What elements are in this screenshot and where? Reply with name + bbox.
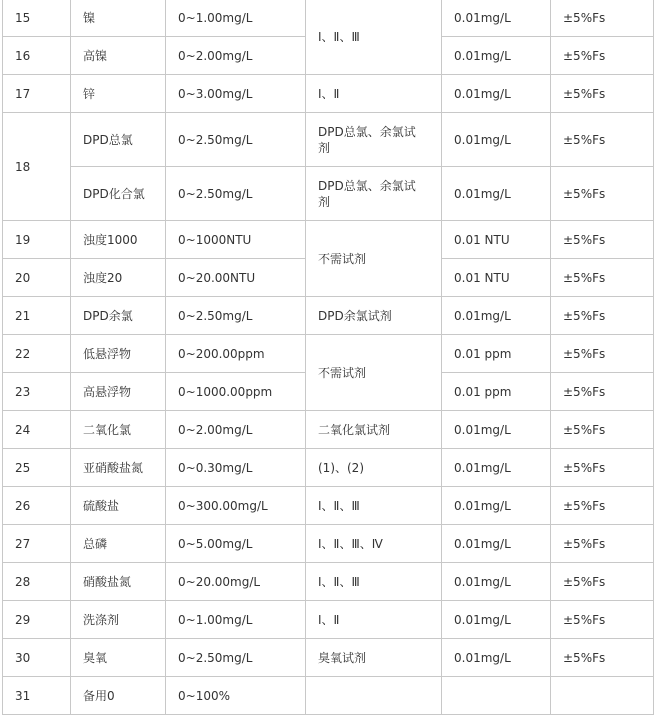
reagent: Ⅰ、Ⅱ [306,601,442,639]
accuracy: ±5%Fs [551,411,654,449]
resolution: 0.01mg/L [442,167,551,221]
accuracy: ±5%Fs [551,75,654,113]
accuracy: ±5%Fs [551,563,654,601]
resolution: 0.01mg/L [442,487,551,525]
measure-range: 0~2.50mg/L [166,639,306,677]
row-number: 24 [3,411,71,449]
measure-range: 0~200.00ppm [166,335,306,373]
accuracy [551,677,654,715]
reagent: (1)、(2) [306,449,442,487]
table-row [3,601,654,639]
reagent: Ⅰ、Ⅱ、Ⅲ [306,563,442,601]
accuracy: ±5%Fs [551,373,654,411]
row-number: 17 [3,75,71,113]
row-number: 18 [3,113,71,221]
accuracy: ±5%Fs [551,113,654,167]
resolution [442,677,551,715]
table-row [3,677,654,715]
item-name: 高悬浮物 [71,373,166,411]
measure-range: 0~100% [166,677,306,715]
accuracy: ±5%Fs [551,0,654,37]
row-number: 15 [3,0,71,37]
item-name: 亚硝酸盐氮 [71,449,166,487]
row-number: 26 [3,487,71,525]
item-name: 臭氧 [71,639,166,677]
table-row [3,449,654,487]
resolution: 0.01 NTU [442,221,551,259]
item-name: 硫酸盐 [71,487,166,525]
table-row [3,0,654,37]
table-row [3,525,654,563]
table-row [3,221,654,259]
resolution: 0.01mg/L [442,449,551,487]
accuracy: ±5%Fs [551,601,654,639]
measure-range: 0~20.00NTU [166,259,306,297]
row-number: 21 [3,297,71,335]
spec-table [2,0,654,715]
item-name: 总磷 [71,525,166,563]
item-name: 硝酸盐氮 [71,563,166,601]
measure-range: 0~1000.00ppm [166,373,306,411]
resolution: 0.01 NTU [442,259,551,297]
measure-range: 0~2.50mg/L [166,297,306,335]
measure-range: 0~2.00mg/L [166,411,306,449]
resolution: 0.01 ppm [442,335,551,373]
row-number: 30 [3,639,71,677]
measure-range: 0~3.00mg/L [166,75,306,113]
item-name: 镍 [71,0,166,37]
measure-range: 0~1000NTU [166,221,306,259]
item-name: DPD化合氯 [71,167,166,221]
table-row [3,167,654,221]
accuracy: ±5%Fs [551,167,654,221]
measure-range: 0~2.50mg/L [166,113,306,167]
measure-range: 0~1.00mg/L [166,0,306,37]
table-row [3,639,654,677]
row-number: 22 [3,335,71,373]
item-name: DPD余氯 [71,297,166,335]
resolution: 0.01mg/L [442,75,551,113]
resolution: 0.01mg/L [442,37,551,75]
resolution: 0.01mg/L [442,411,551,449]
resolution: 0.01mg/L [442,113,551,167]
resolution: 0.01mg/L [442,639,551,677]
resolution: 0.01mg/L [442,297,551,335]
table-row [3,297,654,335]
item-name: 浊度1000 [71,221,166,259]
reagent: DPD总氯、余氯试剂 [306,113,442,167]
reagent: 二氧化氯试剂 [306,411,442,449]
measure-range: 0~20.00mg/L [166,563,306,601]
resolution: 0.01mg/L [442,0,551,37]
reagent: DPD余氯试剂 [306,297,442,335]
accuracy: ±5%Fs [551,259,654,297]
measure-range: 0~300.00mg/L [166,487,306,525]
row-number: 23 [3,373,71,411]
row-number: 29 [3,601,71,639]
accuracy: ±5%Fs [551,487,654,525]
accuracy: ±5%Fs [551,37,654,75]
reagent: Ⅰ、Ⅱ、Ⅲ [306,0,442,75]
item-name: 洗涤剂 [71,601,166,639]
measure-range: 0~5.00mg/L [166,525,306,563]
row-number: 28 [3,563,71,601]
item-name: 锌 [71,75,166,113]
item-name: 高镍 [71,37,166,75]
resolution: 0.01mg/L [442,525,551,563]
item-name: 二氧化氯 [71,411,166,449]
reagent: Ⅰ、Ⅱ、Ⅲ、Ⅳ [306,525,442,563]
resolution: 0.01mg/L [442,601,551,639]
item-name: 备用0 [71,677,166,715]
reagent: Ⅰ、Ⅱ、Ⅲ [306,487,442,525]
accuracy: ±5%Fs [551,639,654,677]
reagent: 不需试剂 [306,335,442,411]
row-number: 25 [3,449,71,487]
resolution: 0.01 ppm [442,373,551,411]
measure-range: 0~1.00mg/L [166,601,306,639]
reagent: Ⅰ、Ⅱ [306,75,442,113]
accuracy: ±5%Fs [551,221,654,259]
reagent: 不需试剂 [306,221,442,297]
item-name: DPD总氯 [71,113,166,167]
accuracy: ±5%Fs [551,335,654,373]
row-number: 19 [3,221,71,259]
row-number: 16 [3,37,71,75]
reagent: DPD总氯、余氯试剂 [306,167,442,221]
accuracy: ±5%Fs [551,525,654,563]
table-row [3,335,654,373]
row-number: 31 [3,677,71,715]
table-row [3,487,654,525]
accuracy: ±5%Fs [551,449,654,487]
reagent: 臭氧试剂 [306,639,442,677]
table-row [3,113,654,167]
table-row [3,75,654,113]
measure-range: 0~0.30mg/L [166,449,306,487]
item-name: 浊度20 [71,259,166,297]
measure-range: 0~2.00mg/L [166,37,306,75]
resolution: 0.01mg/L [442,563,551,601]
measure-range: 0~2.50mg/L [166,167,306,221]
row-number: 20 [3,259,71,297]
item-name: 低悬浮物 [71,335,166,373]
reagent [306,677,442,715]
table-row [3,411,654,449]
row-number: 27 [3,525,71,563]
accuracy: ±5%Fs [551,297,654,335]
table-row [3,563,654,601]
